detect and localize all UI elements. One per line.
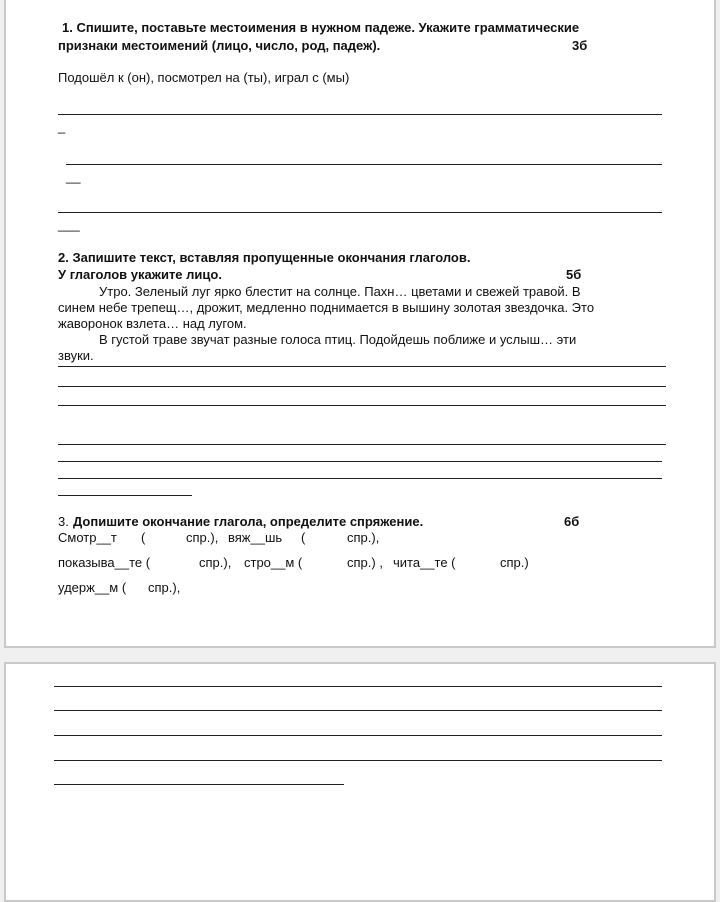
verb-chitaete: чита__те ( xyxy=(393,555,456,570)
verb-vyazhesh: вяж__шь xyxy=(228,530,283,545)
answer-line xyxy=(54,686,662,687)
task2-points: 5б xyxy=(566,267,582,282)
answer-line xyxy=(58,461,662,462)
conjugation-slot: спр.), xyxy=(186,530,219,545)
conjugation-slot: спр.) xyxy=(500,555,529,570)
task2-para1-line2: синем небе трепещ…, дрожит, медленно поднимается в вышину золотая звездочка. Это xyxy=(58,300,595,315)
answer-line xyxy=(58,366,666,367)
verb-smotrit: Смотр__т xyxy=(58,530,117,545)
task2-para2-line2: звуки. xyxy=(58,348,94,363)
answer-line xyxy=(58,495,192,496)
task3-number: 3. xyxy=(58,514,69,529)
answer-line xyxy=(58,386,666,387)
answer-line xyxy=(66,164,662,165)
conjugation-slot: спр.) , xyxy=(347,555,383,570)
task2-para1-line3: жаворонок взлета… над лугом. xyxy=(58,316,247,331)
answer-line xyxy=(58,405,666,406)
task1-heading-line1: 1. Спишите, поставьте местоимения в нужном падеже. Укажите грамматические xyxy=(62,20,580,35)
conjugation-slot: спр.), xyxy=(148,580,181,595)
verb-uderzhim: удерж__м ( xyxy=(58,580,127,595)
answer-line xyxy=(54,784,344,785)
answer-line xyxy=(58,444,666,445)
task2-heading-line1: 2. Запишите текст, вставляя пропущенные окончания глаголов. xyxy=(58,250,471,265)
task1-points: 3б xyxy=(572,38,588,53)
conjugation-slot: спр.), xyxy=(347,530,380,545)
paren-open: ( xyxy=(301,530,306,545)
verb-stroim: стро__м ( xyxy=(244,555,303,570)
answer-line-tail: _ xyxy=(58,119,66,134)
task2-para2-line1: В густой траве звучат разные голоса птиц. Подойдешь поближе и услыш… эти xyxy=(99,332,577,347)
conjugation-slot: спр.), xyxy=(199,555,232,570)
answer-line xyxy=(58,212,662,213)
task3-heading: Допишите окончание глагола, определите спряжение. xyxy=(73,514,424,529)
answer-line xyxy=(54,735,662,736)
task2-para1-line1: Утро. Зеленый луг ярко блестит на солнце. Пахн… цветами и свежей травой. В xyxy=(99,284,581,299)
verb-pokazyvaete: показыва__те ( xyxy=(58,555,151,570)
task2-heading-line2: У глаголов укажите лицо. xyxy=(58,267,222,282)
answer-line xyxy=(54,710,662,711)
answer-line xyxy=(54,760,662,761)
task3-points: 6б xyxy=(564,514,580,529)
worksheet-page-2 xyxy=(4,662,716,902)
answer-line-tail: ___ xyxy=(58,217,80,232)
paren-open: ( xyxy=(141,530,146,545)
answer-line-tail: __ xyxy=(66,169,81,184)
answer-line xyxy=(58,478,662,479)
worksheet-page-1 xyxy=(4,0,716,648)
task1-heading-line2: признаки местоимений (лицо, число, род, падеж). xyxy=(58,38,381,53)
answer-line xyxy=(58,114,662,115)
task1-sentence: Подошёл к (он), посмотрел на (ты), играл с (мы) xyxy=(58,70,350,85)
